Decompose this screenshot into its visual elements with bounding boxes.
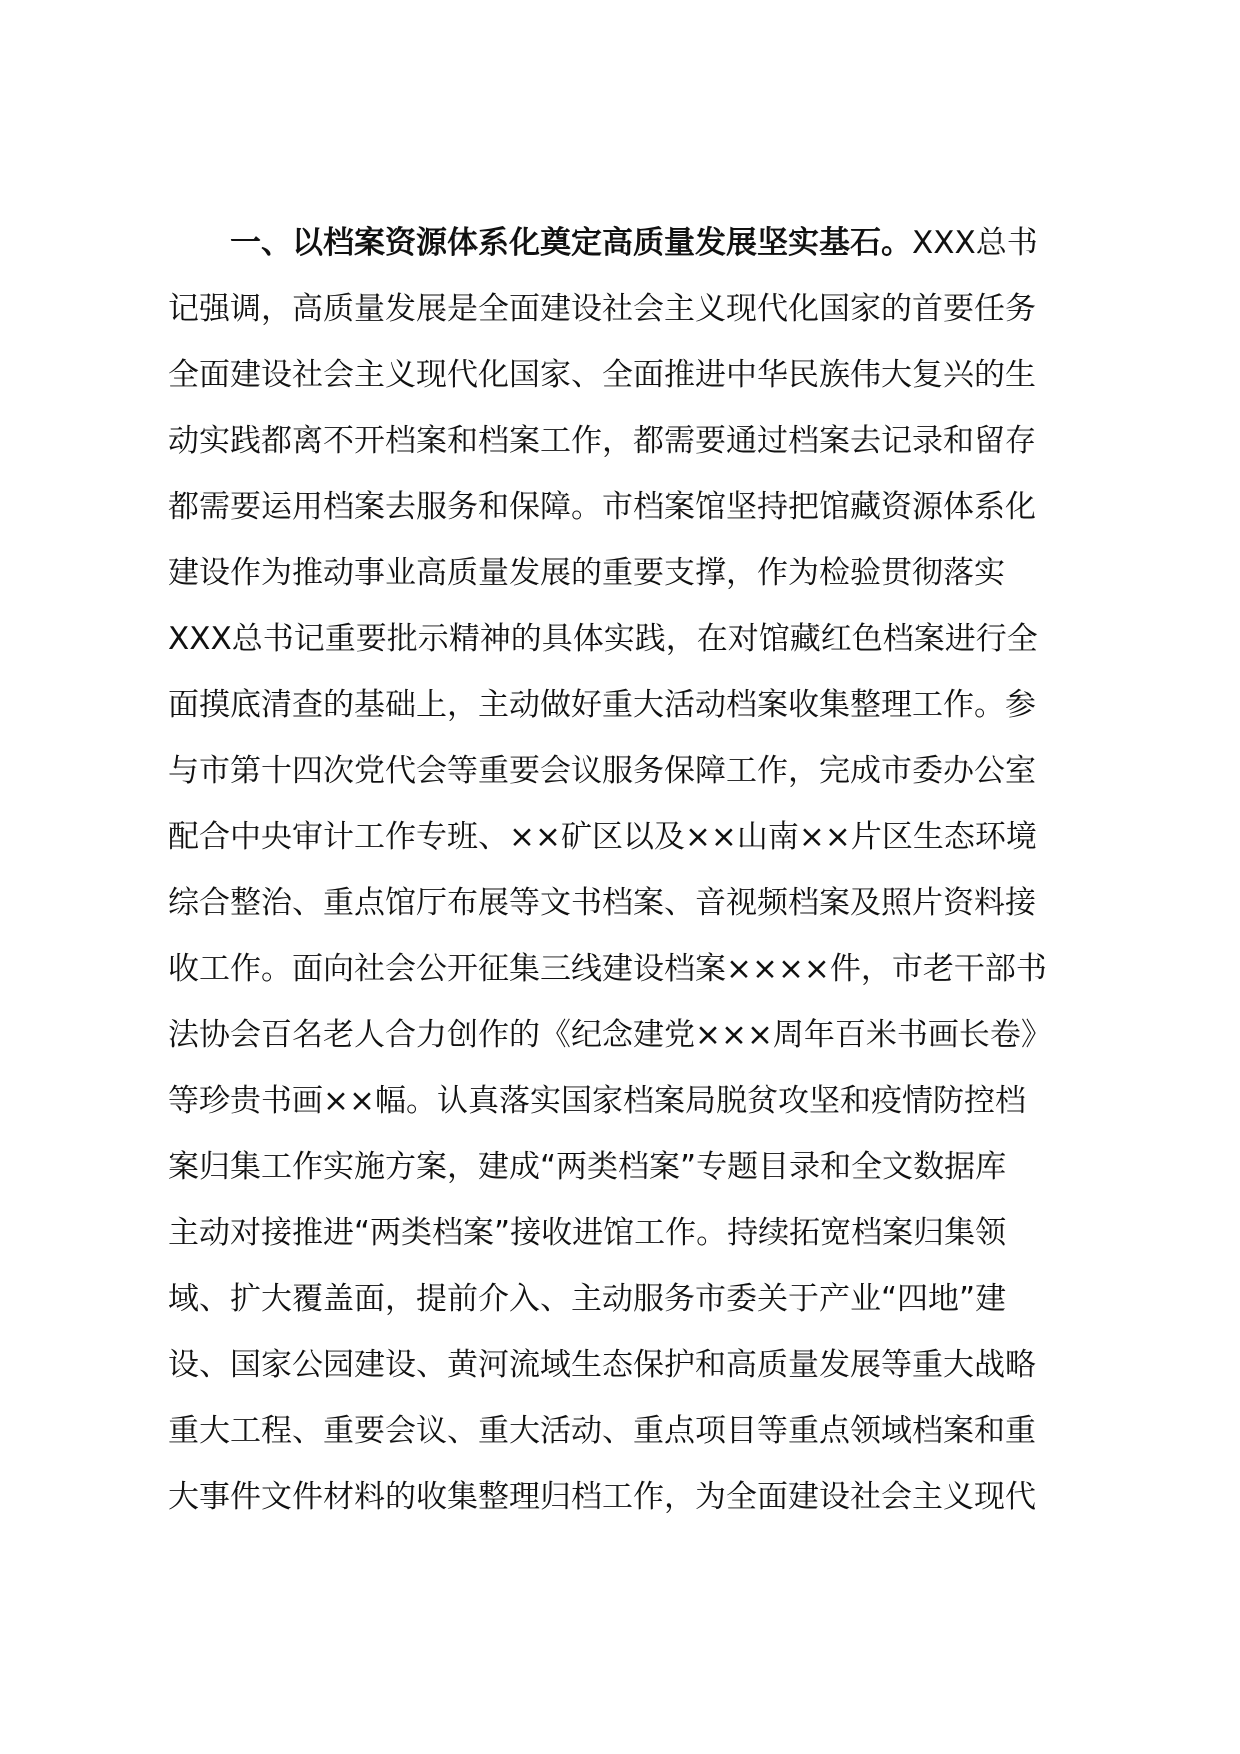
section-heading: 一、以档案资源体系化奠定高质量发展坚实基石。 xyxy=(230,225,912,261)
paragraph-line: 案归集工作实施方案，建成“两类档案”专题目录和全文数据库 xyxy=(168,1149,1007,1185)
paragraph-line: 记强调，高质量发展是全面建设社会主义现代化国家的首要任务 xyxy=(168,291,1036,327)
paragraph-line: XXX总书记重要批示精神的具体实践，在对馆藏红色档案进行全 xyxy=(168,621,1038,657)
paragraph-line: 主动对接推进“两类档案”接收进馆工作。持续拓宽档案归集领 xyxy=(168,1215,1007,1251)
paragraph-line: 建设作为推动事业高质量发展的重要支撑，作为检验贯彻落实 xyxy=(168,555,1005,591)
paragraph-line: 全面建设社会主义现代化国家、全面推进中华民族伟大复兴的生 xyxy=(168,357,1036,393)
paragraph-line: 都需要运用档案去服务和保障。市档案馆坚持把馆藏资源体系化 xyxy=(168,489,1036,525)
paragraph-line: 大事件文件材料的收集整理归档工作，为全面建设社会主义现代 xyxy=(168,1479,1036,1515)
paragraph-line: 与市第十四次党代会等重要会议服务保障工作，完成市委办公室 xyxy=(168,753,1036,789)
paragraph-line: 动实践都离不开档案和档案工作，都需要通过档案去记录和留存 xyxy=(168,423,1036,459)
paragraph-line: 收工作。面向社会公开征集三线建设档案××××件，市老干部书 xyxy=(168,951,1047,987)
paragraph-line: 设、国家公园建设、黄河流域生态保护和高质量发展等重大战略 xyxy=(168,1347,1036,1383)
paragraph-line xyxy=(168,210,1108,276)
line-text: XXX总书 xyxy=(912,225,1038,261)
paragraph-line: 面摸底清查的基础上，主动做好重大活动档案收集整理工作。参 xyxy=(168,687,1036,723)
paragraph-line: 等珍贵书画××幅。认真落实国家档案局脱贫攻坚和疫情防控档 xyxy=(168,1083,1026,1119)
paragraph-line: 法协会百名老人合力创作的《纪念建党×××周年百米书画长卷》 xyxy=(168,1017,1052,1053)
paragraph-line: 综合整治、重点馆厅布展等文书档案、音视频档案及照片资料接 xyxy=(168,885,1036,921)
paragraph-line: 域、扩大覆盖面，提前介入、主动服务市委关于产业“四地”建 xyxy=(168,1281,1007,1317)
body-paragraph xyxy=(168,210,1108,1530)
paragraph-line: 重大工程、重要会议、重大活动、重点项目等重点领域档案和重 xyxy=(168,1413,1036,1449)
paragraph-line: 配合中央审计工作专班、××矿区以及××山南××片区生态环境 xyxy=(168,819,1037,855)
